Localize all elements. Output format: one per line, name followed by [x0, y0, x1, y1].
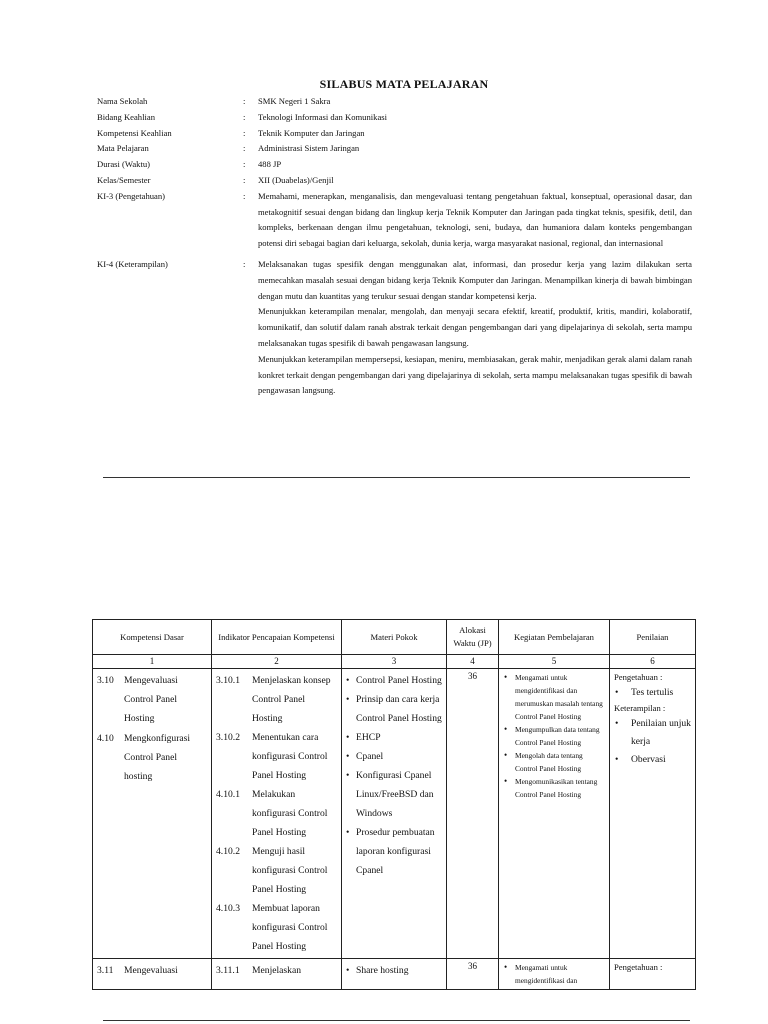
column-number: 6	[610, 655, 696, 669]
page-divider	[103, 477, 690, 478]
indikator-item: 3.11.1 Menjelaskan	[216, 965, 302, 976]
kd-item: 4.10 Mengkonfigurasi Control Panel hosting	[97, 732, 191, 783]
indikator-item: 4.10.1 Melakukan konfigurasi Control Panel Hosting	[216, 789, 328, 838]
list-item: • Mengumpulkan data tentang Control Panel Hosting	[503, 723, 605, 749]
list-item: • Cpanel	[346, 747, 442, 766]
info-row-competency: Kompetensi Keahlian : Teknik Komputer dan Jaringan	[97, 126, 692, 142]
info-label: KI-3 (Pengetahuan)	[97, 190, 166, 201]
column-number: 2	[212, 655, 342, 669]
info-value: Administrasi Sistem Jaringan	[258, 143, 360, 154]
list-item: • Control Panel Hosting	[346, 671, 442, 690]
info-value: Teknik Komputer dan Jaringan	[258, 127, 365, 138]
materi-cell	[342, 669, 447, 959]
info-label: Durasi (Waktu)	[97, 159, 151, 170]
info-row-ki3: KI-3 (Pengetahuan) : Memahami, menerapkan, menganalisis, dan mengevaluasi tentang pengetahuan faktual, konseptual, operasional dasar, dan metakognitif sesuai dengan bidang dan lingkup kerja Teknik Komputer dan Jaringan pada tingkat teknis, spesifik, detil, dan kompleks, berkenaan dengan ilmu pengetahuan, teknologi, seni, budaya, dan humaniora dalam konteks pengembangan potensi diri sebagai bagian dari keluarga, sekolah, dunia kerja, warga masyarakat nasional, regional, dan internasional	[97, 189, 692, 252]
info-value-extra: Menunjukkan keterampilan mempersepsi, kesiapan, meniru, membiasakan, gerak mahir, menjadikan gerak alami dalam ranah konkret terkait dengan pengembangan dari yang dipelajarinya di sekolah, serta mampu melaksanakan tugas spesifik di bawah pengawasan langsung.	[258, 353, 692, 396]
info-value: SMK Negeri 1 Sakra	[258, 96, 331, 106]
list-item: • Mengolah data tentang Control Panel Hosting	[503, 749, 605, 775]
info-row-field: Bidang Keahlian : Teknologi Informasi dan Komunikasi	[97, 110, 692, 126]
document-title: SILABUS MATA PELAJARAN	[319, 77, 489, 91]
indikator-cell	[212, 959, 342, 990]
info-row-school: Nama Sekolah : SMK Negeri 1 Sakra	[97, 94, 692, 110]
info-value: Memahami, menerapkan, menganalisis, dan mengevaluasi tentang pengetahuan faktual, konseptual, operasional dasar, dan metakognitif sesuai dengan bidang dan lingkup kerja Teknik Komputer dan Jaringan pada tingkat teknis, spesifik, detil, dan kompleks, berkenaan dengan ilmu pengetahuan, teknologi, seni, budaya, dan humaniora dalam konteks pengembangan potensi diri sebagai bagian dari keluarga, sekolah, dunia kerja, warga masyarakat nasional, regional, dan internasional	[258, 190, 692, 249]
syllabus-table	[92, 619, 696, 990]
penilaian-heading: Keterampilan :	[614, 703, 666, 713]
alokasi-cell: 36	[447, 959, 499, 990]
column-number: 3	[342, 655, 447, 669]
list-item: • Mengamati untuk mengidentifikasi dan	[503, 961, 605, 987]
list-item: • Share hosting	[346, 961, 442, 980]
info-value: 488 JP	[258, 159, 282, 170]
kegiatan-cell	[499, 959, 610, 990]
info-label: KI-4 (Keterampilan)	[97, 258, 168, 269]
info-row-ki4: KI-4 (Keterampilan) : Melaksanakan tugas spesifik dengan menggunakan alat, informasi, dan prosedur kerja yang lazim dilakukan serta memecahkan masalah sesuai dengan bidang kerja Teknik Komputer dan Jaringan. Menampilkan kinerja di bawah bimbingan dengan mutu dan kuantitas yang terukur sesuai dengan standar kompetensi kerja. Menunjukkan keterampilan menalar, mengolah, dan menyaji secara efektif, kreatif, produktif, kritis, mandiri, kolaboratif, komunikatif, dan solutif dalam ranah abstrak terkait dengan pengembangan dari yang dipelajarinya di sekolah, serta mampu melaksanakan tugas spesifik di bawah pengawasan langsung. Menunjukkan keterampilan mempersepsi, kesiapan, meniru, membiasakan, gerak mahir, menjadikan gerak alami dalam ranah konkret terkait dengan pengembangan dari yang dipelajarinya di sekolah, serta mampu melaksanakan tugas spesifik di bawah pengawasan langsung.	[97, 257, 692, 399]
info-value-extra: Menunjukkan keterampilan menalar, mengolah, dan menyaji secara efektif, kreatif, produktif, kritis, mandiri, kolaboratif, komunikatif, dan solutif dalam ranah abstrak terkait dengan pengembangan dari yang dipelajarinya di sekolah, serta mampu melaksanakan tugas spesifik di bawah pengawasan langsung.	[258, 306, 692, 348]
penilaian-heading: Pengetahuan :	[614, 962, 663, 972]
penilaian-cell	[610, 959, 696, 990]
list-item: • Obervasi	[614, 751, 691, 769]
kd-cell	[93, 959, 212, 990]
kegiatan-cell	[499, 669, 610, 959]
header-alokasi: Alokasi Waktu (JP)	[447, 620, 499, 655]
info-value: XII (Duabelas)/Genjil	[258, 174, 334, 185]
info-row-class: Kelas/Semester : XII (Duabelas)/Genjil	[97, 173, 692, 189]
list-item: • Prinsip dan cara kerja Control Panel Hosting	[346, 690, 442, 728]
info-label: Kelas/Semester	[97, 174, 151, 185]
info-label: Bidang Keahlian	[97, 111, 155, 122]
info-value: Melaksanakan tugas spesifik dengan menggunakan alat, informasi, dan prosedur kerja yang lazim dilakukan serta memecahkan masalah sesuai dengan bidang kerja Teknik Komputer dan Jaringan. Menampilkan kinerja di bawah bimbingan dengan mutu dan kuantitas yang terukur sesuai dengan standar kompetensi kerja.	[258, 258, 692, 301]
column-number-row	[93, 655, 696, 669]
list-item: • Tes tertulis	[614, 684, 691, 702]
kd-item: 3.11 Mengevaluasi	[97, 965, 178, 976]
list-item: • Mengomunikasikan tentang Control Panel Hosting	[503, 775, 605, 801]
info-label: Kompetensi Keahlian	[97, 127, 172, 138]
header-kegiatan: Kegiatan Pembelajaran	[499, 620, 610, 655]
indikator-item: 4.10.3 Membuat laporan konfigurasi Control Panel Hosting	[216, 903, 328, 952]
list-item: • Prosedur pembuatan laporan konfigurasi Cpanel	[346, 823, 442, 880]
header-kd: Kompetensi Dasar	[93, 620, 212, 655]
penilaian-heading: Pengetahuan :	[614, 672, 663, 682]
header-materi: Materi Pokok	[342, 620, 447, 655]
column-number: 1	[93, 655, 212, 669]
info-label: Mata Pelajaran	[97, 143, 149, 154]
list-item: • EHCP	[346, 728, 442, 747]
table-row	[93, 959, 696, 990]
kd-cell	[93, 669, 212, 959]
column-number: 4	[447, 655, 499, 669]
info-row-subject: Mata Pelajaran : Administrasi Sistem Jaringan	[97, 141, 692, 157]
identity-block	[97, 94, 692, 399]
header-penilaian: Penilaian	[610, 620, 696, 655]
page-divider	[103, 1020, 690, 1021]
alokasi-cell: 36	[447, 669, 499, 959]
header-indikator: Indikator Pencapaian Kompetensi	[212, 620, 342, 655]
info-row-duration: Durasi (Waktu) : 488 JP	[97, 157, 692, 173]
indikator-item: 4.10.2 Menguji hasil konfigurasi Control Panel Hosting	[216, 846, 328, 895]
kd-item: 3.10 Mengevaluasi Control Panel Hosting	[97, 675, 178, 725]
list-item: • Penilaian unjuk kerja	[614, 715, 691, 751]
indikator-cell	[212, 669, 342, 959]
materi-cell	[342, 959, 447, 990]
penilaian-cell	[610, 669, 696, 959]
indikator-item: 3.10.2 Menentukan cara konfigurasi Control Panel Hosting	[216, 732, 328, 781]
column-number: 5	[499, 655, 610, 669]
info-value: Teknologi Informasi dan Komunikasi	[258, 111, 387, 122]
table-header-row	[93, 620, 696, 655]
table-row	[93, 669, 696, 959]
indikator-item: 3.10.1 Menjelaskan konsep Control Panel Hosting	[216, 675, 331, 724]
list-item: • Mengamati untuk mengidentifikasi dan merumuskan masalah tentang Control Panel Hosting	[503, 671, 605, 723]
info-label: Nama Sekolah	[97, 96, 148, 106]
list-item: • Konfigurasi Cpanel Linux/FreeBSD dan Windows	[346, 766, 442, 823]
